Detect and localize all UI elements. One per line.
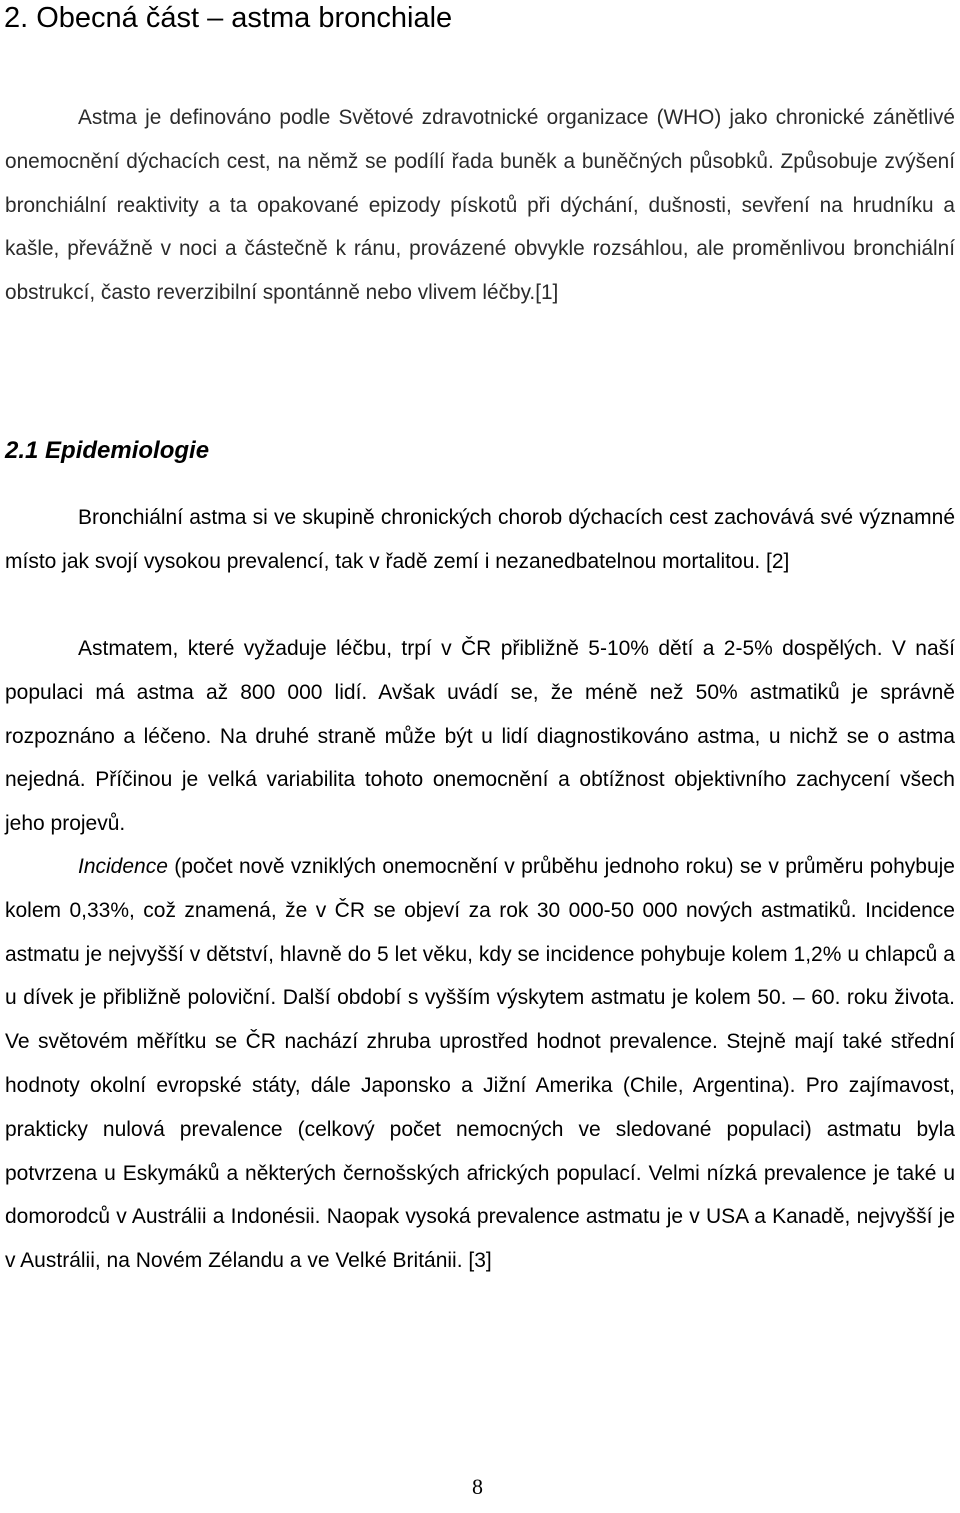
page-number: 8 (472, 1474, 483, 1499)
epidemiology-paragraph-1: Bronchiální astma si ve skupině chronických chorob dýchacích cest zachovává své významné místo jak svojí vysokou prevalencí, tak v řadě zemí i nezanedbatelnou mortalitou. [2] (5, 506, 955, 573)
epidemiology-paragraph-2: Astmatem, které vyžaduje léčbu, trpí v ČR přibližně 5-10% dětí a 2-5% dospělých. V naší populaci má astma až 800 000 lidí. Avšak uvádí se, že méně než 50% astmatiků je správně rozpoznáno a léčeno. Na druhé straně může být u lidí diagnostikováno astma, u nichž se o astma nejedná. Příčinou je velká variabilita tohoto onemocnění a obtížnost objektivního zachycení všech jeho projevů. (5, 637, 955, 836)
epidemiology-paragraph-3 (5, 845, 955, 1283)
incidence-text: (počet nově vzniklých onemocnění v průběhu jednoho roku) se v průměru pohybuje kolem 0,33%, což znamená, že v ČR se objeví za rok 30 000-50 000 nových astmatiků. Incidence astmatu je nejvyšší v dětství, hlavně do 5 let věku, kdy se incidence pohybuje kolem 1,2% u chlapců a u dívek je přibližně poloviční. Další období s vyšším výskytem astmatu je kolem 50. – 60. roku života. Ve světovém měřítku se ČR nachází zhruba uprostřed hodnot prevalence. Stejně mají také střední hodnoty okolní evropské státy, dále Japonsko a Jižní Amerika (Chile, Argentina). Pro zajímavost, prakticky nulová prevalence (celkový počet nemocných ve sledované populaci) astmatu byla potvrzena u Eskymáků a některých černošských afrických populací. Velmi nízká prevalence je také u domorodců v Austrálii a Indonésii. Naopak vysoká prevalence astmatu je v USA a Kanadě, nejvyšší je v Austrálii, na Novém Zélandu a ve Velké Británii. [3] (5, 855, 955, 1273)
section-heading: 2.1 Epidemiologie (5, 437, 210, 464)
incidence-term: Incidence (78, 855, 168, 878)
intro-paragraph: Astma je definováno podle Světové zdravotnické organizace (WHO) jako chronické zánětlivé onemocnění dýchacích cest, na němž se podílí řada buněk a buněčných působků. Způsobuje zvýšení bronchiální reaktivity a ta opakované epizody pískotů při dýchání, dušnosti, sevření na hrudníku a kašle, převážně v noci a částečně k ránu, provázené obvykle rozsáhlou, ale proměnlivou bronchiální obstrukcí, často reverzibilní spontánně nebo vlivem léčby.[1] (5, 106, 955, 305)
chapter-heading: 2. Obecná část – astma bronchiale (4, 2, 453, 34)
